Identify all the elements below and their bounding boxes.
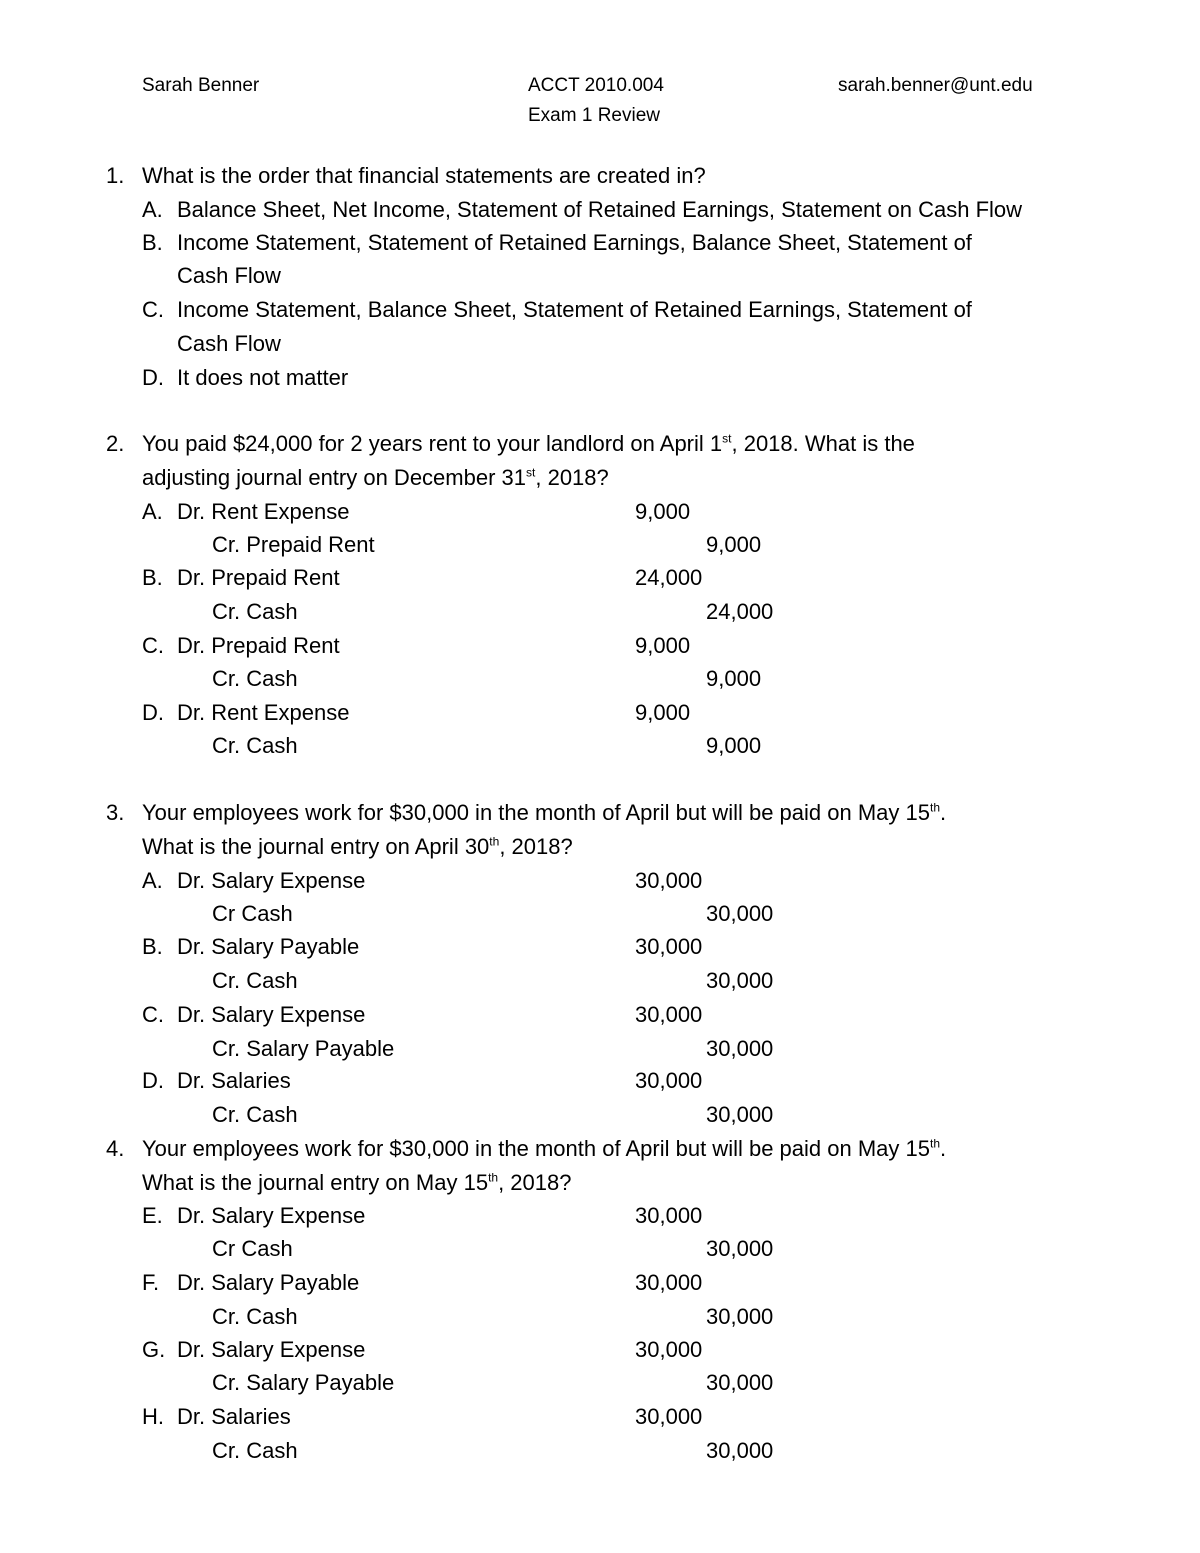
- credit-account: Cr. Cash: [212, 1102, 298, 1127]
- q4-option-letter: E.: [142, 1203, 163, 1228]
- credit-amount: 30,000: [706, 1370, 774, 1395]
- credit-account: Cr. Cash: [212, 1438, 298, 1463]
- credit-account: Cr. Prepaid Rent: [212, 532, 375, 557]
- q3-option-letter: C.: [142, 1002, 164, 1027]
- debit-account: Dr. Salaries: [177, 1068, 291, 1093]
- credit-account: Cr. Cash: [212, 666, 298, 691]
- debit-account: Dr. Prepaid Rent: [177, 633, 340, 658]
- credit-amount: 9,000: [706, 666, 762, 691]
- debit-amount: 9,000: [635, 499, 691, 524]
- question-4-line-1: Your employees work for $30,000 in the month of April but will be paid on May 15th.: [142, 1136, 947, 1161]
- debit-account: Dr. Salary Expense: [177, 1203, 366, 1228]
- q1-option-letter: D.: [142, 365, 164, 390]
- question-4-number: 4.: [106, 1136, 125, 1161]
- debit-account: Dr. Rent Expense: [177, 499, 350, 524]
- credit-amount: 30,000: [706, 968, 774, 993]
- debit-amount: 30,000: [635, 1270, 703, 1295]
- debit-amount: 30,000: [635, 934, 703, 959]
- debit-account: Dr. Salary Expense: [177, 1337, 366, 1362]
- debit-account: Dr. Salary Payable: [177, 1270, 360, 1295]
- credit-amount: 30,000: [706, 1304, 774, 1329]
- credit-account: Cr. Cash: [212, 733, 298, 758]
- q4-option-letter: G.: [142, 1337, 166, 1362]
- credit-amount: 9,000: [706, 532, 762, 557]
- q2-option-letter: D.: [142, 700, 164, 725]
- q2-option-letter: C.: [142, 633, 164, 658]
- credit-amount: 30,000: [706, 1102, 774, 1127]
- q4-option-letter: H.: [142, 1404, 164, 1429]
- question-3-line-2: What is the journal entry on April 30th, 2018?: [142, 834, 573, 859]
- document-title: Exam 1 Review: [528, 105, 660, 126]
- credit-account: Cr Cash: [212, 1236, 293, 1261]
- debit-account: Dr. Salaries: [177, 1404, 291, 1429]
- credit-amount: 9,000: [706, 733, 762, 758]
- debit-account: Dr. Salary Expense: [177, 868, 366, 893]
- credit-account: Cr. Cash: [212, 599, 298, 624]
- debit-account: Dr. Prepaid Rent: [177, 565, 340, 590]
- question-2-number: 2.: [106, 431, 125, 456]
- debit-amount: 9,000: [635, 633, 691, 658]
- credit-account: Cr. Salary Payable: [212, 1370, 395, 1395]
- credit-account: Cr. Salary Payable: [212, 1036, 395, 1061]
- debit-account: Dr. Salary Payable: [177, 934, 360, 959]
- debit-amount: 30,000: [635, 1068, 703, 1093]
- debit-amount: 30,000: [635, 1404, 703, 1429]
- q1-option-text-cont: Cash Flow: [177, 331, 281, 356]
- q3-option-letter: B.: [142, 934, 163, 959]
- question-3-line-1: Your employees work for $30,000 in the month of April but will be paid on May 15th.: [142, 800, 947, 825]
- debit-account: Dr. Salary Expense: [177, 1002, 366, 1027]
- author-email: sarah.benner@unt.edu: [838, 75, 1033, 96]
- debit-amount: 24,000: [635, 565, 703, 590]
- question-3-number: 3.: [106, 800, 125, 825]
- q4-option-letter: F.: [142, 1270, 160, 1295]
- q1-option-text: Income Statement, Statement of Retained Earnings, Balance Sheet, Statement of: [177, 230, 972, 255]
- credit-amount: 24,000: [706, 599, 774, 624]
- q1-option-text: It does not matter: [177, 365, 349, 390]
- debit-amount: 30,000: [635, 1203, 703, 1228]
- question-2-line-1: You paid $24,000 for 2 years rent to your landlord on April 1st, 2018. What is the: [142, 431, 915, 456]
- credit-account: Cr Cash: [212, 901, 293, 926]
- debit-amount: 30,000: [635, 868, 703, 893]
- course-code: ACCT 2010.004: [528, 75, 664, 96]
- author-name: Sarah Benner: [142, 75, 260, 96]
- credit-amount: 30,000: [706, 1438, 774, 1463]
- question-1-number: 1.: [106, 163, 125, 188]
- question-1-text: What is the order that financial statements are created in?: [142, 163, 706, 188]
- q2-option-letter: A.: [142, 499, 163, 524]
- q1-option-text-cont: Cash Flow: [177, 263, 281, 288]
- credit-amount: 30,000: [706, 1036, 774, 1061]
- debit-account: Dr. Rent Expense: [177, 700, 350, 725]
- q2-option-letter: B.: [142, 565, 163, 590]
- question-2-line-2: adjusting journal entry on December 31st, 2018?: [142, 465, 609, 490]
- q1-option-letter: C.: [142, 297, 164, 322]
- credit-account: Cr. Cash: [212, 1304, 298, 1329]
- q3-option-letter: D.: [142, 1068, 164, 1093]
- q1-option-letter: B.: [142, 230, 163, 255]
- debit-amount: 9,000: [635, 700, 691, 725]
- debit-amount: 30,000: [635, 1337, 703, 1362]
- debit-amount: 30,000: [635, 1002, 703, 1027]
- credit-amount: 30,000: [706, 1236, 774, 1261]
- q1-option-text: Income Statement, Balance Sheet, Statement of Retained Earnings, Statement of: [177, 297, 972, 322]
- q3-option-letter: A.: [142, 868, 163, 893]
- q1-option-letter: A.: [142, 197, 163, 222]
- credit-account: Cr. Cash: [212, 968, 298, 993]
- q1-option-text: Balance Sheet, Net Income, Statement of Retained Earnings, Statement on Cash Flow: [177, 197, 1023, 222]
- question-4-line-2: What is the journal entry on May 15th, 2018?: [142, 1170, 572, 1195]
- credit-amount: 30,000: [706, 901, 774, 926]
